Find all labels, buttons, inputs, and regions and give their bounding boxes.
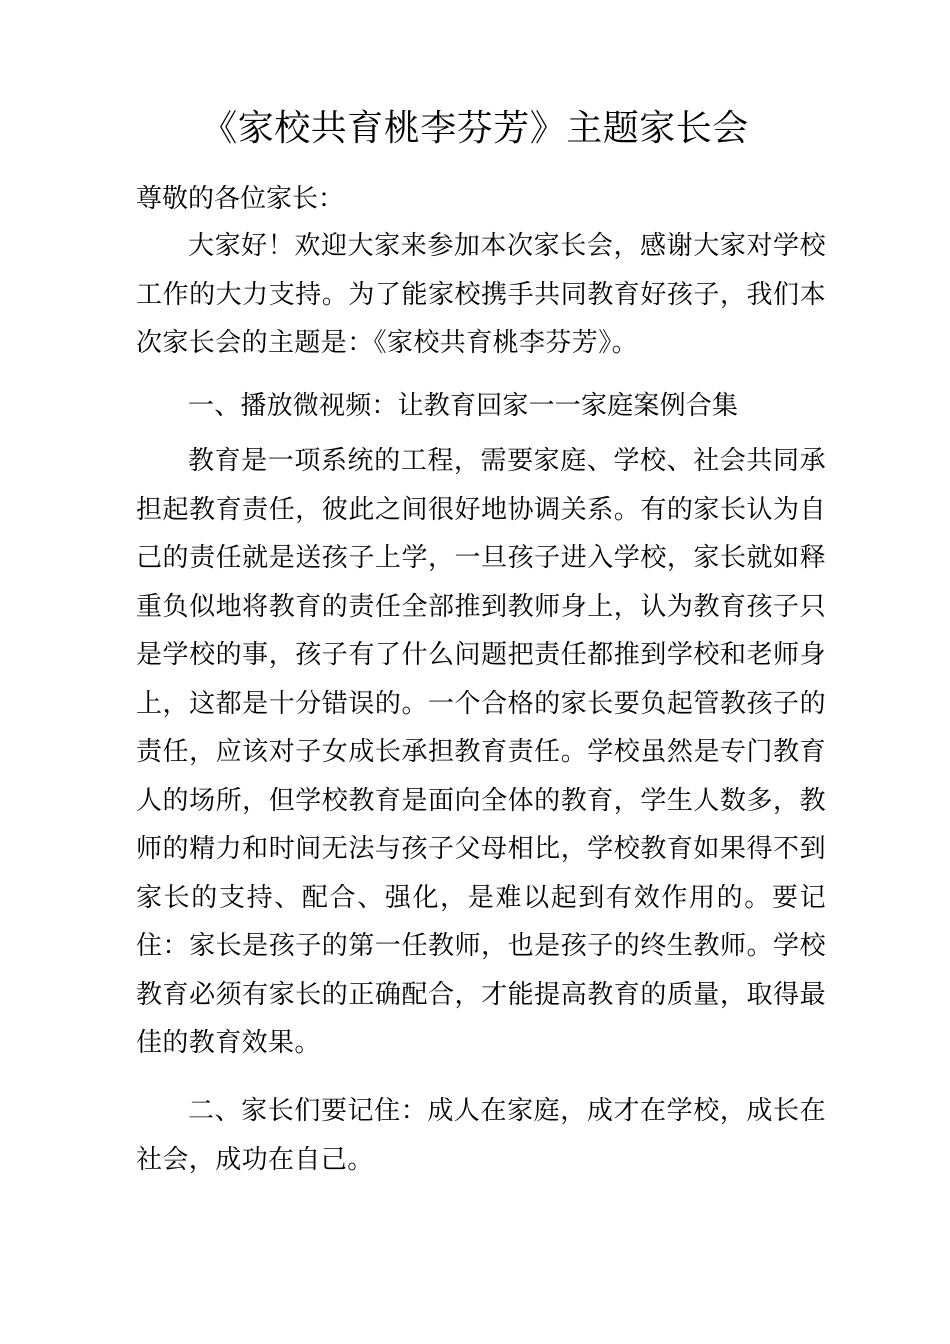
section-one-heading: 一、播放微视频：让教育回家一一家庭案例合集	[188, 391, 739, 421]
intro-paragraph: 大家好！欢迎大家来参加本次家长会，感谢大家对学校工作的大力支持。为了能家校携手共同教育好孩子，我们本次家长会的主题是：《家校共育桃李芬芳》。	[136, 231, 826, 358]
section-one-body: 教育是一项系统的工程，需要家庭、学校、社会共同承担起教育责任，彼此之间很好地协调关系。有的家长认为自己的责任就是送孩子上学，一旦孩子进入学校，家长就如释重负似地将教育的责任全部推到教师身上，认为教育孩子只是学校的事，孩子有了什么问题把责任都推到学校和老师身上，这都是十分错误的。一个合格的家长要负起管教孩子的责任，应该对子女成长承担教育责任。学校虽然是专门教育人的场所，但学校教育是面向全体的教育，学生人数多，教师的精力和时间无法与孩子父母相比，学校教育如果得不到家长的支持、配合、强化，是难以起到有效作用的。要记住：家长是孩子的第一任教师，也是孩子的终生教师。学校教育必须有家长的正确配合，才能提高教育的质量，取得最佳的教育效果。	[136, 446, 826, 1058]
document-title: 《家校共育桃李芬芳》主题家长会	[201, 108, 749, 149]
salutation: 尊敬的各位家长：	[136, 184, 345, 214]
section-two-heading: 二、家长们要记住：成人在家庭，成才在学校，成长在社会，成功在自己。	[136, 1096, 826, 1175]
